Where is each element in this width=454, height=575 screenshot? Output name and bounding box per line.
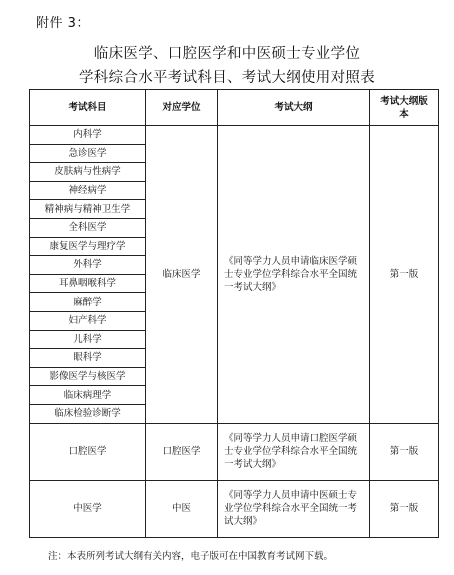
subject-cell: 内科学 xyxy=(30,126,146,145)
exam-syllabus-table xyxy=(29,89,439,538)
subject-cell: 麻醉学 xyxy=(30,293,146,312)
column-header-degree: 对应学位 xyxy=(146,90,218,126)
page-title-line-1: 临床医学、口腔医学和中医硕士专业学位 xyxy=(93,46,361,62)
version-cell-clinical: 第一版 xyxy=(370,126,439,424)
syllabus-cell-tcm: 《同等学力人员申请中医硕士专业学位学科综合水平全国统一考试大纲》 xyxy=(218,480,370,537)
column-header-subject: 考试科目 xyxy=(30,90,146,126)
subject-cell: 临床检验诊断学 xyxy=(30,404,146,423)
attachment-label: 附件 3： xyxy=(36,16,90,31)
subject-cell: 眼科学 xyxy=(30,349,146,368)
version-cell-tcm: 第一版 xyxy=(370,480,439,537)
table-row-tcm xyxy=(30,480,439,537)
footnote: 注：本表所列考试大纲有关内容，电子版可在中国教育考试网下载。 xyxy=(48,551,334,562)
subject-cell: 康复医学与理疗学 xyxy=(30,237,146,256)
degree-cell-dental: 口腔医学 xyxy=(146,423,218,480)
subject-cell: 精神病与精神卫生学 xyxy=(30,200,146,219)
subject-cell: 急诊医学 xyxy=(30,144,146,163)
subject-cell: 影像医学与核医学 xyxy=(30,367,146,386)
subject-cell: 妇产科学 xyxy=(30,311,146,330)
subject-cell: 外科学 xyxy=(30,256,146,275)
column-header-syllabus: 考试大纲 xyxy=(218,90,370,126)
syllabus-cell-dental: 《同等学力人员申请口腔医学硕士专业学位学科综合水平全国统一考试大纲》 xyxy=(218,423,370,480)
subject-cell-tcm: 中医学 xyxy=(30,480,146,537)
degree-cell-tcm: 中医 xyxy=(146,480,218,537)
subject-cell: 神经病学 xyxy=(30,181,146,200)
page-title-line-2: 学科综合水平考试科目、考试大纲使用对照表 xyxy=(79,70,375,86)
subject-cell: 儿科学 xyxy=(30,330,146,349)
subject-cell-dental: 口腔医学 xyxy=(30,423,146,480)
syllabus-cell-clinical: 《同等学力人员申请临床医学硕士专业学位学科综合水平全国统一考试大纲》 xyxy=(218,126,370,424)
subject-cell: 全科医学 xyxy=(30,218,146,237)
degree-cell-clinical: 临床医学 xyxy=(146,126,218,424)
column-header-version: 考试大纲版本 xyxy=(370,90,439,126)
version-cell-dental: 第一版 xyxy=(370,423,439,480)
subject-cell: 皮肤病与性病学 xyxy=(30,163,146,182)
table-header-row xyxy=(30,90,439,126)
subject-cell: 临床病理学 xyxy=(30,386,146,405)
subject-cell: 耳鼻咽喉科学 xyxy=(30,274,146,293)
table-body xyxy=(30,126,439,538)
table-row-dental xyxy=(30,423,439,480)
table-row xyxy=(30,126,439,145)
